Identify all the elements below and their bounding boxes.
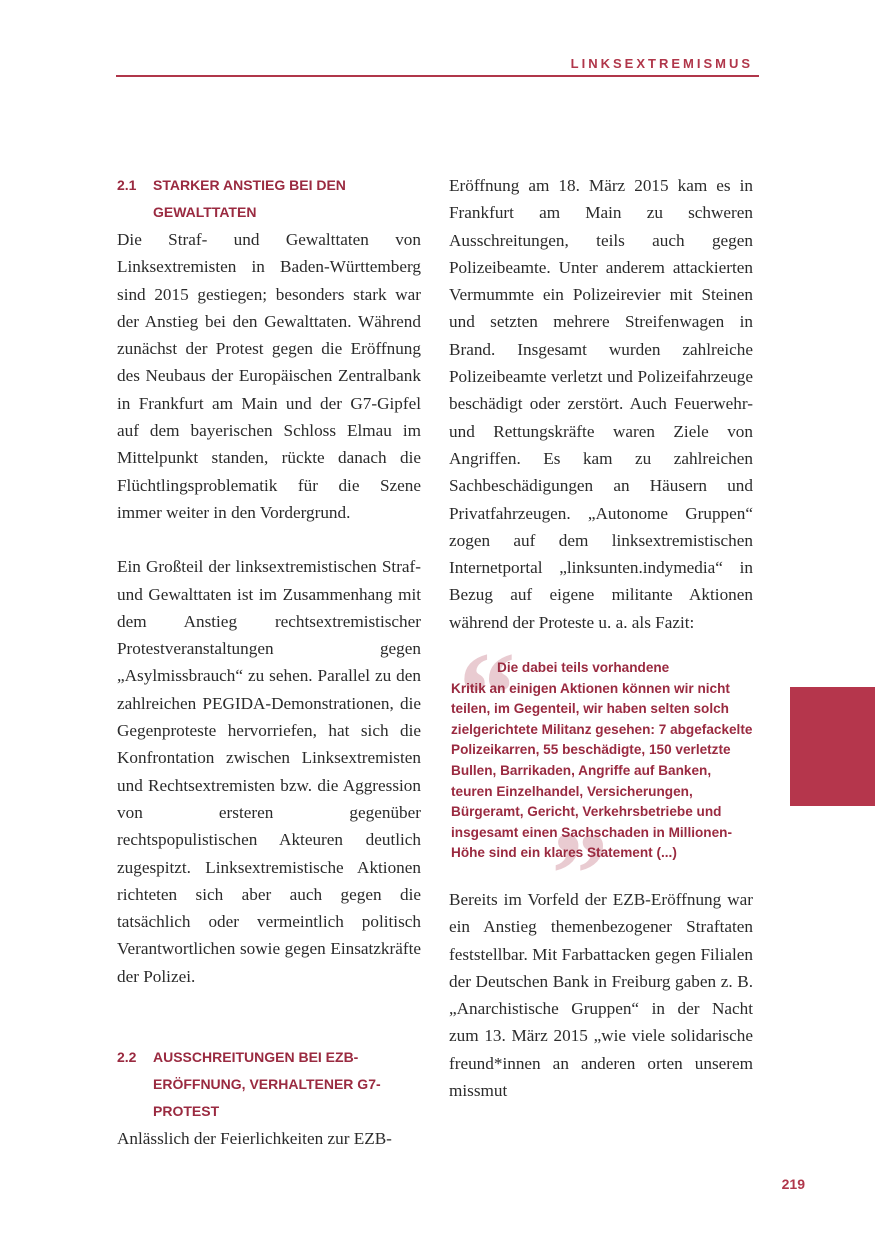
- chapter-side-tab: [790, 687, 875, 806]
- left-column: [117, 172, 421, 1152]
- body-paragraph: Bereits im Vorfeld der EZB-Eröffnung war ein Anstieg themenbezogener Straftaten feststellbar. Mit Farbattacken gegen Filialen der Deutschen Bank in Freiburg gaben z. B. „Anarchistische Gruppen“ in der Nacht zum 13. März 2015 „wie viele solidarische freund*innen an anderen orten unserem missmut: [449, 889, 753, 1101]
- body-paragraph: Eröffnung am 18. März 2015 kam es in Frankfurt am Main zu schweren Ausschreitungen, teils auch gegen Polizeibeamte. Unter anderem attackierten Vermummte ein Polizeirevier mit Steinen und setzten mehrere Streifenwagen in Brand. Insgesamt wurden zahlreiche Polizeibeamte verletzt und Polizeifahrzeuge beschädigt oder zerstört. Auch Feuerwehr- und Rettungskräfte waren Ziele von Angriffen. Es kam zu zahlreichen Sachbeschädigungen an Häusern und Privatfahrzeugen. „Autonome Gruppen“ zogen auf dem linksextremistischen Internetportal „linksunten.indymedia“ in Bezug auf eigene militante Aktionen während der Proteste u. a. als Fazit:: [449, 176, 753, 632]
- open-quote-mark: “: [453, 627, 513, 761]
- quote-text: [451, 658, 753, 864]
- body-paragraph: Anlässlich der Feierlichkeiten zur EZB-: [117, 1129, 392, 1149]
- body-paragraph: Ein Großteil der linksextremistischen Straf- und Gewalttaten ist im Zusammenhang mit dem Anstieg rechtsextremistischer Protestveranstaltungen gegen „Asylmissbrauch“ zu sehen. Parallel zu den zahlreichen PEGIDA-Demonstrationen, die Gegenproteste hervorriefen, hat sich die Konfrontation zwischen Linksextremisten und Rechtsextremisten bzw. die Aggression von ersteren gegenüber rechtspopulistischen Akteuren deutlich zugespitzt. Linksextremistische Aktionen richteten sich aber auch gegen die tatsächlich oder vermeintlich politisch Verantwortlichen sowie gegen Einsatzkräfte der Polizei.: [117, 557, 421, 986]
- header-rule: [116, 75, 759, 77]
- section-title: STARKER ANSTIEG BEI DEN GEWALTTATEN: [153, 177, 346, 220]
- page-number: 219: [781, 1176, 805, 1192]
- section-heading-2-2: [117, 1044, 421, 1125]
- body-paragraph: Die Straf- und Gewalttaten von Linksextremisten in Baden-Württemberg sind 2015 gestiegen; besonders stark war der Anstieg bei den Gewalttaten. Während zunächst der Protest gegen die Eröffnung des Neubaus der Europäischen Zentralbank in Frankfurt am Main und der G7-Gipfel auf dem bayerischen Schloss Elmau im Mittelpunkt standen, rückte danach die Flüchtlingsproblematik für die Szene immer weiter in den Vordergrund.: [117, 230, 421, 522]
- right-column: [449, 172, 753, 1104]
- quote-body: Kritik an einigen Aktionen können wir nicht teilen, im Gegenteil, wir haben selten solch zielgerichtete Militanz gesehen: 7 abgefackelte Polizeikarren, 55 beschädigte, 150 verletzte Bullen, Barrikaden, Angriffe auf Banken, teuren Einzelhandel, Versicherungen, Bürgeramt, Gericht, Verkehrsbetriebe und insgesamt einen Sachschaden in Millionen-Höhe sind ein klares Statement (...): [451, 680, 753, 861]
- section-title: AUSSCHREITUNGEN BEI EZB-ERÖFFNUNG, VERHALTENER G7-PROTEST: [153, 1049, 381, 1120]
- section-gap: [117, 990, 421, 1044]
- quote-first-line: Die dabei teils vorhandene: [497, 660, 670, 676]
- section-number: 2.1: [117, 177, 137, 193]
- close-quote-mark: ”: [545, 807, 605, 941]
- section-heading-2-1: [117, 172, 421, 226]
- paragraph-gap: [117, 526, 421, 553]
- running-head-title: LINKSEXTREMISMUS: [570, 56, 753, 71]
- section-number: 2.2: [117, 1049, 137, 1066]
- pull-quote: [449, 627, 753, 941]
